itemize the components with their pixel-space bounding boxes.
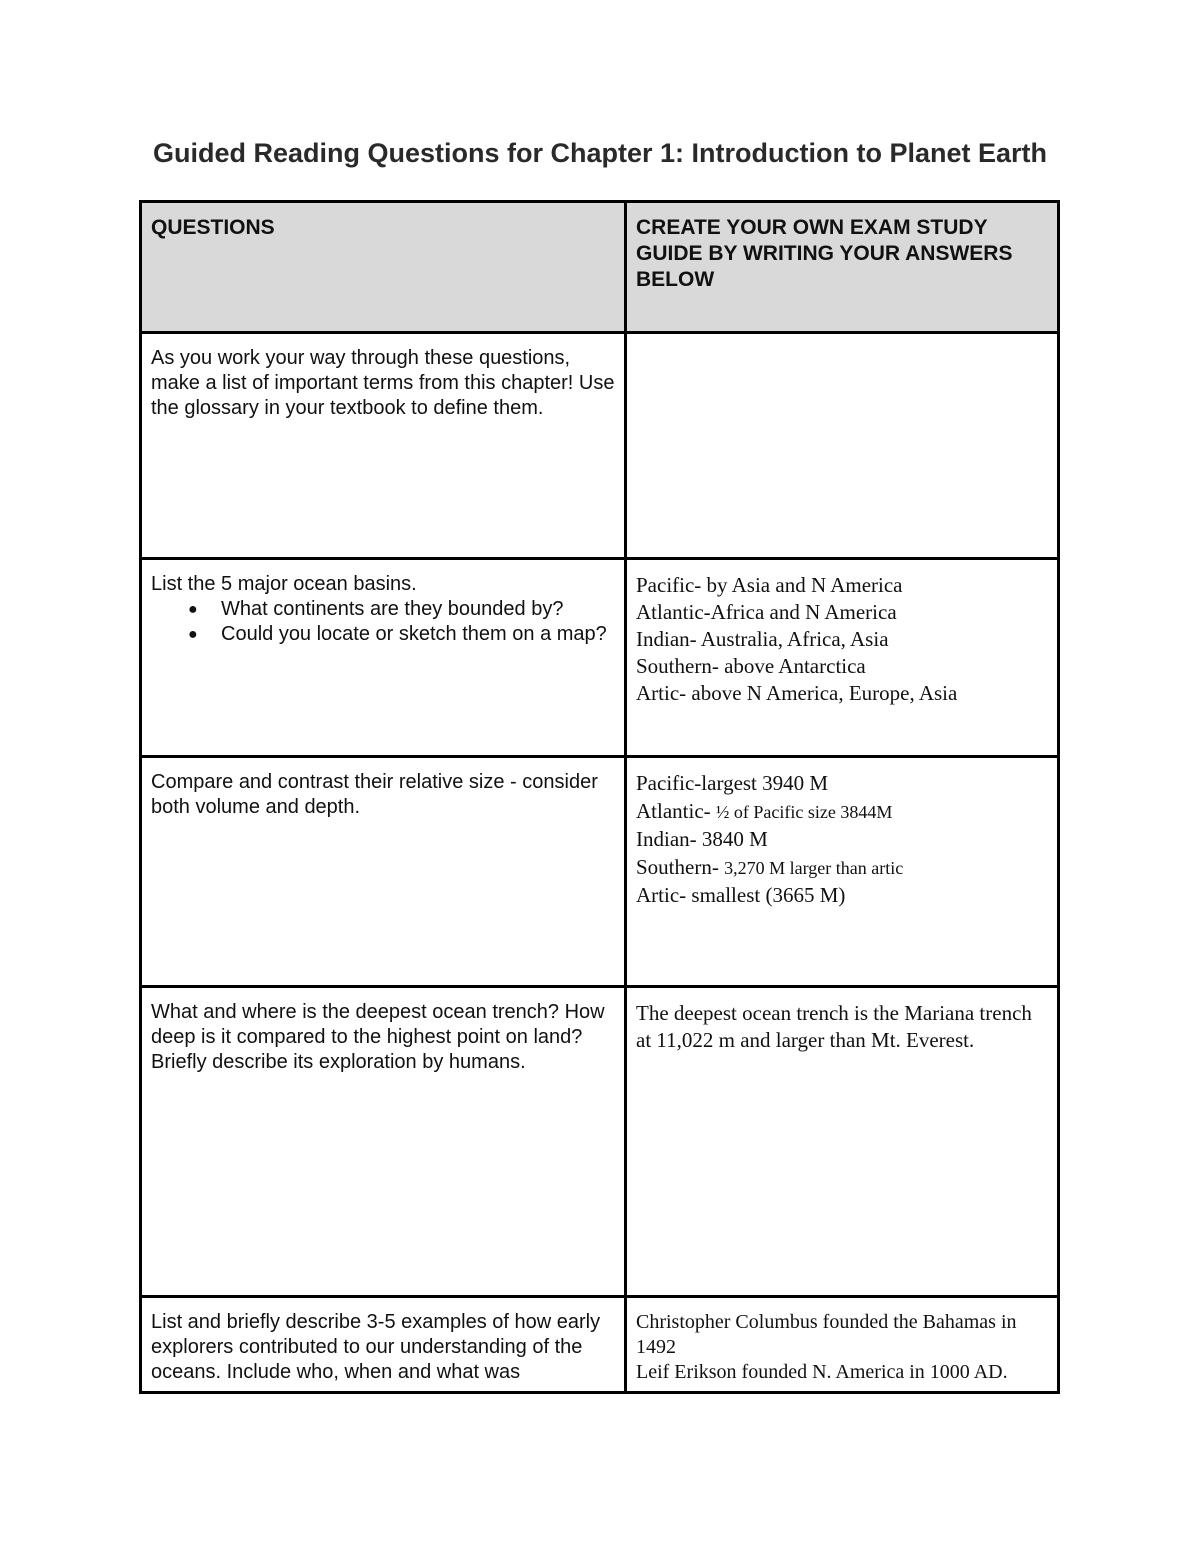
- table-row: [141, 757, 1059, 987]
- question-cell: [141, 333, 626, 559]
- question-cell: [141, 757, 626, 987]
- page-title: Guided Reading Questions for Chapter 1: Introduction to Planet Earth: [152, 138, 1048, 168]
- question-bullet-list: [151, 597, 615, 647]
- answers-header: CREATE YOUR OWN EXAM STUDY GUIDE BY WRITING YOUR ANSWERS BELOW: [626, 202, 1059, 333]
- answer-cell[interactable]: [626, 1297, 1059, 1393]
- answer-line-main: Pacific-largest 3940 M: [636, 771, 829, 795]
- answer-line: Leif Erikson founded N. America in 1000 AD.: [636, 1361, 1008, 1383]
- guided-reading-table: [139, 200, 1060, 1394]
- answer-line: Southern- above Antarctica: [636, 654, 866, 678]
- answer-line-main: Southern-: [636, 855, 725, 879]
- table-row: [141, 333, 1059, 559]
- answer-line-small: ½ of Pacific size 3844M: [715, 802, 893, 822]
- list-item: [188, 597, 615, 622]
- bullet-text: Could you locate or sketch them on a map?: [221, 623, 607, 645]
- answer-line: Christopher Columbus founded the Bahamas in 1492: [636, 1311, 1017, 1358]
- question-text: What and where is the deepest ocean trench? How deep is it compared to the highest point on land? Briefly describe its exploration by humans.: [151, 1001, 605, 1073]
- answer-line-main: Indian- 3840 M: [636, 827, 768, 851]
- bullet-icon: ●: [188, 626, 198, 643]
- answer-cell[interactable]: [626, 333, 1059, 559]
- answer-line-small: 3,270 M larger than artic: [724, 858, 904, 878]
- question-text: List the 5 major ocean basins.: [151, 573, 417, 595]
- answer-line: [636, 854, 1048, 882]
- answer-line: [636, 882, 1048, 910]
- answer-line: [636, 770, 1048, 798]
- answer-cell[interactable]: [626, 559, 1059, 757]
- answer-line: [636, 798, 1048, 826]
- table-row: [141, 1297, 1059, 1393]
- table-header-row: [141, 202, 1059, 333]
- list-item: [188, 622, 615, 647]
- answer-line: Indian- Australia, Africa, Asia: [636, 627, 889, 651]
- question-cell: [141, 559, 626, 757]
- answer-line: Pacific- by Asia and N America: [636, 573, 903, 597]
- answer-text: The deepest ocean trench is the Mariana trench at 11,022 m and larger than Mt. Everest.: [636, 1001, 1032, 1052]
- question-cell: [141, 1297, 626, 1393]
- table-row: [141, 559, 1059, 757]
- question-text: List and briefly describe 3-5 examples of how early explorers contributed to our understanding of the oceans. Include who, when and what was: [151, 1311, 601, 1383]
- table-row: [141, 987, 1059, 1297]
- bullet-text: What continents are they bounded by?: [221, 598, 564, 620]
- answer-cell[interactable]: [626, 987, 1059, 1297]
- questions-header: QUESTIONS: [141, 202, 626, 333]
- answer-line-main: Atlantic-: [636, 799, 716, 823]
- question-text: Compare and contrast their relative size - consider both volume and depth.: [151, 771, 598, 818]
- answer-cell[interactable]: [626, 757, 1059, 987]
- question-text: As you work your way through these questions, make a list of important terms from this chapter! Use the glossary in your textbook to define them.: [151, 347, 615, 419]
- answer-line: Artic- above N America, Europe, Asia: [636, 681, 958, 705]
- bullet-icon: ●: [188, 601, 198, 618]
- answer-line-main: Artic- smallest (3665 M): [636, 883, 846, 907]
- question-cell: [141, 987, 626, 1297]
- answer-line: Atlantic-Africa and N America: [636, 600, 897, 624]
- answer-line: [636, 826, 1048, 854]
